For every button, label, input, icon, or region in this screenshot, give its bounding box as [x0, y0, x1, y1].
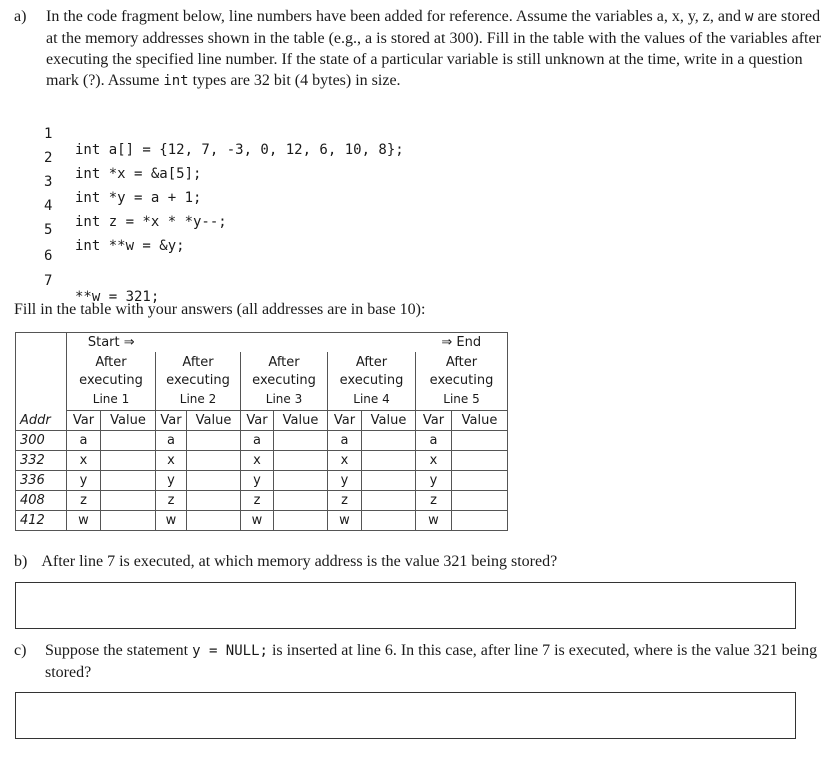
value-cell[interactable] — [101, 471, 156, 491]
value-header: Value — [187, 411, 241, 431]
fill-instruction: Fill in the table with your answers (all addresses are in base 10): — [14, 301, 426, 318]
question-a — [14, 6, 824, 92]
var-cell: a — [67, 431, 101, 451]
value-cell[interactable] — [452, 451, 508, 471]
value-cell[interactable] — [274, 491, 328, 511]
answer-box-c[interactable] — [15, 692, 796, 739]
table-row — [16, 431, 508, 451]
question-c-label: c) — [14, 642, 27, 659]
var-cell: y — [241, 471, 274, 491]
code-text: int *y = a + 1; — [75, 190, 202, 206]
var-cell: a — [241, 431, 274, 451]
memory-table — [15, 332, 508, 531]
var-cell: w — [156, 511, 187, 531]
step-header: After executing Line 4 — [328, 352, 416, 411]
question-b-text: After line 7 is executed, at which memory address is the value 321 being stored? — [41, 553, 558, 570]
start-label: Start ⇒ — [67, 333, 156, 353]
line-number: 7 — [44, 273, 53, 289]
question-b-label: b) — [14, 553, 28, 570]
question-a-label: a) — [14, 8, 27, 25]
question-c — [14, 640, 820, 684]
table-row — [16, 471, 508, 491]
line-number: 2 — [44, 150, 53, 166]
step-header: After executing Line 5 — [416, 352, 508, 411]
var-cell: y — [67, 471, 101, 491]
value-cell[interactable] — [101, 451, 156, 471]
table-row — [16, 491, 508, 511]
value-cell[interactable] — [274, 471, 328, 491]
value-cell[interactable] — [362, 471, 416, 491]
value-cell[interactable] — [187, 511, 241, 531]
code-text: int z = *x * *y--; — [75, 214, 227, 230]
value-cell[interactable] — [452, 471, 508, 491]
var-cell: z — [328, 491, 362, 511]
addr-cell: 412 — [16, 511, 67, 531]
value-cell[interactable] — [274, 431, 328, 451]
value-cell[interactable] — [187, 471, 241, 491]
code-line — [44, 257, 160, 305]
var-cell: x — [67, 451, 101, 471]
var-cell: z — [241, 491, 274, 511]
value-cell[interactable] — [362, 511, 416, 531]
addr-header: Addr — [16, 411, 67, 431]
code-line — [44, 134, 202, 182]
question-a-text: In the code fragment below, line numbers have been added for reference. Assume the variables a, x, y, z, and w are stored at the memory addresses shown in the table (e.g., a is stored at 300). Fill in the table with the values of the variables after executing the specified line number. If the state of a particular variable is still unknown at the time, write in a question mark (?). Assume int types are 32 bit (4 bytes) in size. — [46, 8, 821, 89]
value-cell[interactable] — [187, 491, 241, 511]
var-cell: z — [416, 491, 452, 511]
value-cell[interactable] — [274, 511, 328, 531]
var-header: Var — [156, 411, 187, 431]
value-cell[interactable] — [452, 431, 508, 451]
value-header: Value — [452, 411, 508, 431]
value-cell[interactable] — [362, 431, 416, 451]
value-header: Value — [274, 411, 328, 431]
var-header: Var — [328, 411, 362, 431]
var-header: Var — [67, 411, 101, 431]
var-cell: z — [67, 491, 101, 511]
value-cell[interactable] — [101, 511, 156, 531]
line-number: 3 — [44, 174, 53, 190]
value-cell[interactable] — [452, 491, 508, 511]
step-header: After executing Line 2 — [156, 352, 241, 411]
var-cell: y — [156, 471, 187, 491]
step-header: After executing Line 1 — [67, 352, 156, 411]
addr-cell: 332 — [16, 451, 67, 471]
code-text: **w = 321; — [75, 289, 160, 305]
table-header-progress — [16, 333, 508, 353]
line-number: 6 — [44, 248, 53, 264]
value-cell[interactable] — [187, 431, 241, 451]
value-cell[interactable] — [187, 451, 241, 471]
table-column-headers — [16, 411, 508, 431]
code-line — [44, 232, 78, 264]
end-label: ⇒ End — [416, 333, 508, 353]
value-cell[interactable] — [452, 511, 508, 531]
var-cell: y — [416, 471, 452, 491]
value-cell[interactable] — [101, 431, 156, 451]
var-cell: x — [328, 451, 362, 471]
addr-cell: 408 — [16, 491, 67, 511]
var-cell: x — [156, 451, 187, 471]
var-cell: a — [328, 431, 362, 451]
value-header: Value — [362, 411, 416, 431]
var-cell: a — [416, 431, 452, 451]
value-cell[interactable] — [274, 451, 328, 471]
var-cell: w — [328, 511, 362, 531]
addr-cell: 336 — [16, 471, 67, 491]
var-cell: w — [416, 511, 452, 531]
var-header: Var — [416, 411, 452, 431]
var-cell: x — [416, 451, 452, 471]
value-cell[interactable] — [362, 491, 416, 511]
answer-box-b[interactable] — [15, 582, 796, 629]
table-header-steps — [16, 352, 508, 411]
table-row — [16, 451, 508, 471]
addr-cell: 300 — [16, 431, 67, 451]
var-cell: a — [156, 431, 187, 451]
var-cell: x — [241, 451, 274, 471]
code-text: int **w = &y; — [75, 238, 185, 254]
table-row — [16, 511, 508, 531]
var-cell: y — [328, 471, 362, 491]
code-text: int *x = &a[5]; — [75, 166, 202, 182]
question-c-text: Suppose the statement y = NULL; is inserted at line 6. In this case, after line 7 is executed, where is the value 321 being stored? — [45, 642, 818, 681]
code-line — [44, 110, 404, 158]
value-header: Value — [101, 411, 156, 431]
value-cell[interactable] — [362, 451, 416, 471]
var-cell: w — [67, 511, 101, 531]
var-cell: w — [241, 511, 274, 531]
var-header: Var — [241, 411, 274, 431]
line-number: 1 — [44, 126, 53, 142]
value-cell[interactable] — [101, 491, 156, 511]
code-text: int a[] = {12, 7, -3, 0, 12, 6, 10, 8}; — [75, 142, 404, 158]
var-cell: z — [156, 491, 187, 511]
question-b — [14, 553, 557, 571]
line-number: 4 — [44, 198, 53, 214]
step-header: After executing Line 3 — [241, 352, 328, 411]
line-number: 5 — [44, 222, 53, 238]
